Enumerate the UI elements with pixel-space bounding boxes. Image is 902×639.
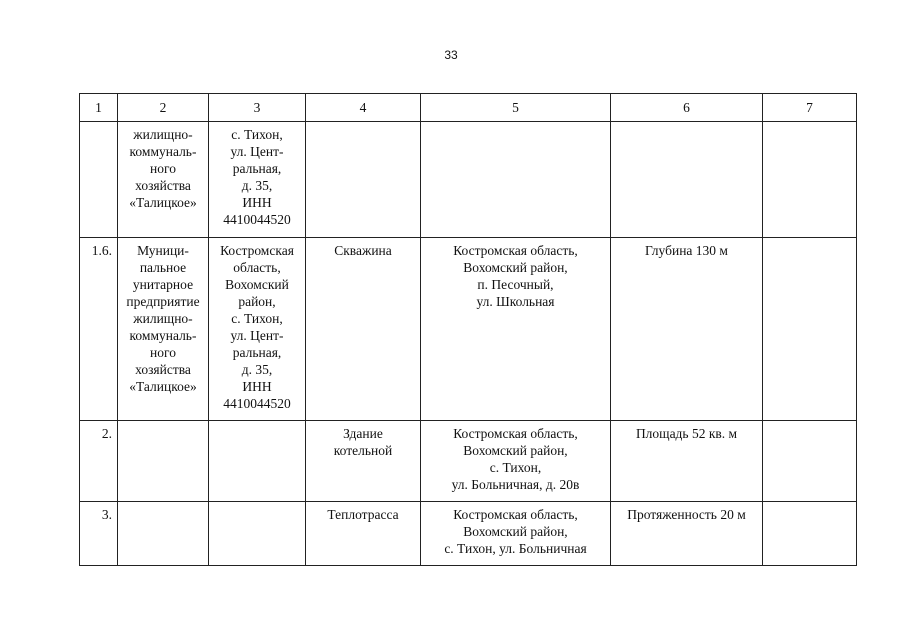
location-cell: Костромская область, Вохомский район, п. Песочный, ул. Школьная [421, 238, 611, 421]
column-header: 7 [763, 94, 857, 122]
note-cell [763, 421, 857, 502]
column-header: 2 [118, 94, 209, 122]
table-row [80, 421, 857, 502]
object-cell: Здание котельной [306, 421, 421, 502]
property-registry-table [79, 93, 857, 566]
owner-address-cell: с. Тихон, ул. Цент- ральная, д. 35, ИНН 4410044520 [209, 122, 306, 238]
location-cell: Костромская область, Вохомский район, с. Тихон, ул. Больничная, д. 20в [421, 421, 611, 502]
characteristic-cell: Протяженность 20 м [611, 502, 763, 566]
owner-address-cell [209, 421, 306, 502]
characteristic-cell: Площадь 52 кв. м [611, 421, 763, 502]
table-row [80, 238, 857, 421]
location-cell: Костромская область, Вохомский район, с. Тихон, ул. Больничная [421, 502, 611, 566]
location-cell [421, 122, 611, 238]
owner-cell: Муници- пальное унитарное предприятие жилищно- коммуналь- ного хозяйства «Талицкое» [118, 238, 209, 421]
owner-address-cell [209, 502, 306, 566]
page-number: 33 [444, 48, 458, 62]
note-cell [763, 122, 857, 238]
owner-cell [118, 502, 209, 566]
characteristic-cell: Глубина 130 м [611, 238, 763, 421]
characteristic-cell [611, 122, 763, 238]
column-header: 5 [421, 94, 611, 122]
row-number: 2. [80, 421, 118, 502]
note-cell [763, 238, 857, 421]
owner-cell: жилищно- коммуналь- ного хозяйства «Талицкое» [118, 122, 209, 238]
object-cell: Скважина [306, 238, 421, 421]
table-row [80, 122, 857, 238]
note-cell [763, 502, 857, 566]
column-header: 1 [80, 94, 118, 122]
object-cell [306, 122, 421, 238]
column-header: 6 [611, 94, 763, 122]
row-number [80, 122, 118, 238]
column-header: 3 [209, 94, 306, 122]
row-number: 3. [80, 502, 118, 566]
table-row [80, 502, 857, 566]
column-header: 4 [306, 94, 421, 122]
owner-address-cell: Костромская область, Вохомский район, с. Тихон, ул. Цент- ральная, д. 35, ИНН 4410044520 [209, 238, 306, 421]
table-header-row [80, 94, 857, 122]
owner-cell [118, 421, 209, 502]
row-number: 1.6. [80, 238, 118, 421]
object-cell: Теплотрасса [306, 502, 421, 566]
